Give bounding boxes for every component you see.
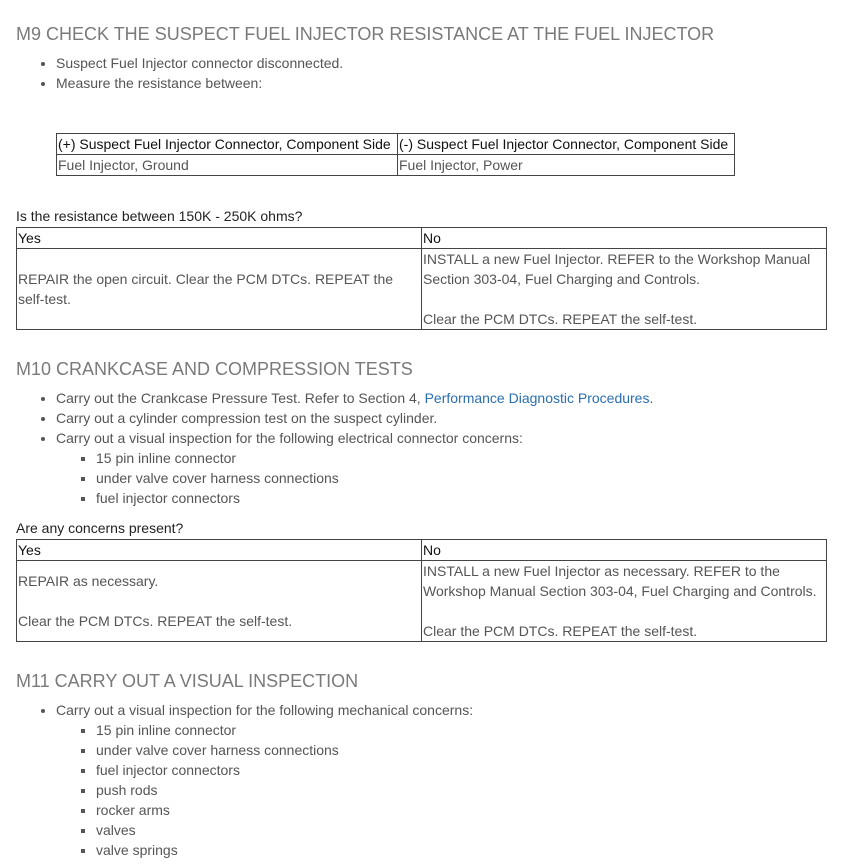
bullet-text: Carry out a visual inspection for the following mechanical concerns:	[56, 702, 474, 718]
list-item: ▪ under valve cover harness connections	[96, 468, 653, 488]
no-header: No	[422, 228, 827, 249]
m9-heading: M9 CHECK THE SUSPECT FUEL INJECTOR RESISTANCE AT THE FUEL INJECTOR	[16, 24, 715, 44]
no-text-2: Clear the PCM DTCs. REPEAT the self-test.	[423, 623, 698, 639]
list-item: • Suspect Fuel Injector connector disconnected.	[56, 53, 343, 73]
table-row	[17, 561, 827, 642]
yes-header: Yes	[17, 228, 422, 249]
m10-bullet-list	[16, 388, 653, 508]
yes-cell	[17, 561, 422, 642]
list-item: ▪ 15 pin inline connector	[96, 448, 653, 468]
list-item: ▪ fuel injector connectors	[96, 488, 653, 508]
list-item: ▪ 15 pin inline connector	[96, 720, 473, 740]
no-header: No	[422, 540, 827, 561]
bullet-text: Carry out the Crankcase Pressure Test. Refer to Section 4,	[56, 390, 425, 406]
performance-diagnostic-procedures-link[interactable]: Performance Diagnostic Procedures	[424, 390, 650, 406]
no-text-1: INSTALL a new Fuel Injector as necessary. REFER to the Workshop Manual Section 303-04, Fuel Charging and Controls.	[423, 563, 817, 599]
list-item: • Measure the resistance between:	[56, 73, 343, 93]
list-item	[56, 700, 473, 860]
list-item: ▪ valve springs	[96, 840, 473, 860]
list-item	[56, 428, 653, 508]
m10-sub-list	[56, 448, 653, 508]
yes-cell: REPAIR the open circuit. Clear the PCM DTCs. REPEAT the self-test.	[17, 249, 422, 330]
m10-yes-no-table	[16, 539, 827, 642]
table-row	[17, 249, 827, 330]
m11-bullet-list	[16, 700, 473, 860]
list-item: ▪ push rods	[96, 780, 473, 800]
list-item	[56, 388, 653, 408]
bullet-text: Carry out a visual inspection for the following electrical connector concerns:	[56, 430, 523, 446]
m11-sub-list	[56, 720, 473, 860]
table-row	[57, 155, 735, 176]
m9-yes-no-table	[16, 227, 827, 330]
column-header: (-) Suspect Fuel Injector Connector, Component Side	[398, 134, 735, 155]
table-cell: Fuel Injector, Ground	[57, 155, 398, 176]
table-cell: Fuel Injector, Power	[398, 155, 735, 176]
yes-text-2: Clear the PCM DTCs. REPEAT the self-test.	[18, 613, 293, 629]
column-header: (+) Suspect Fuel Injector Connector, Component Side	[57, 134, 398, 155]
no-text-2: Clear the PCM DTCs. REPEAT the self-test.	[423, 311, 698, 327]
m10-question: Are any concerns present?	[16, 520, 184, 536]
list-item: ▪ rocker arms	[96, 800, 473, 820]
table-header-row	[57, 134, 735, 155]
table-header-row	[17, 228, 827, 249]
no-cell	[422, 561, 827, 642]
m9-bullet-list	[16, 53, 343, 93]
m10-heading: M10 CRANKCASE AND COMPRESSION TESTS	[16, 359, 413, 379]
no-cell	[422, 249, 827, 330]
no-text-1: INSTALL a new Fuel Injector. REFER to the Workshop Manual Section 303-04, Fuel Charging and Controls.	[423, 251, 811, 287]
m11-heading: M11 CARRY OUT A VISUAL INSPECTION	[16, 671, 359, 691]
yes-text-1: REPAIR as necessary.	[18, 573, 159, 589]
table-header-row	[17, 540, 827, 561]
list-item: ▪ valves	[96, 820, 473, 840]
yes-header: Yes	[17, 540, 422, 561]
bullet-text: .	[649, 390, 654, 406]
list-item: ▪ fuel injector connectors	[96, 760, 473, 780]
list-item: ▪ under valve cover harness connections	[96, 740, 473, 760]
m9-pin-table	[56, 133, 735, 176]
list-item: • Carry out a cylinder compression test on the suspect cylinder.	[56, 408, 653, 428]
m9-question: Is the resistance between 150K - 250K ohms?	[16, 208, 303, 224]
